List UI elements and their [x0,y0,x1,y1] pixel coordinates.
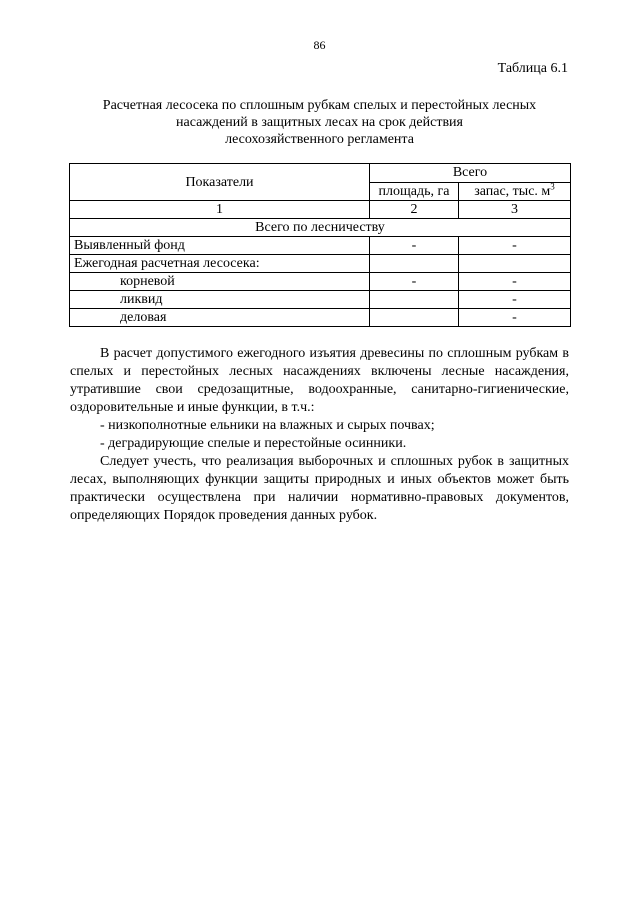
row-area [370,291,459,309]
row-label: ликвид [70,291,370,309]
row-label: корневой [70,273,370,291]
body-text [70,345,569,525]
table-row [70,237,571,255]
title-line-2: насаждений в защитных лесах на срок действия [175,115,463,130]
row-stock [459,255,571,273]
page-number: 86 [313,38,326,52]
title-line-1: Расчетная лесосека по сплошным рубкам спелых и перестойных лесных [102,98,537,113]
table-row [70,309,571,327]
table-row [70,273,571,291]
header-stock-text: запас, тыс. м [474,183,551,199]
header-stock [459,182,571,201]
section-row [70,219,571,237]
header-stock-sup: 3 [550,181,555,192]
row-stock: - [459,237,571,255]
col-number-3: 3 [459,201,571,219]
header-total: Всего [370,164,571,183]
list-item-1: - низкополнотные ельники на влажных и сырых почвах; [100,418,435,433]
paragraph-2: Следует учесть, что реализация выборочных и сплошных рубок в защитных лесах, выполняющих функции защиты природных и иных объектов может быть практически осуществлена при наличии нормативно-правовых документов, определяющих Порядок проведения данных рубок. [70,454,569,523]
table-row [70,291,571,309]
table-label: Таблица 6.1 [497,61,568,76]
row-label: деловая [70,309,370,327]
header-area: площадь, га [370,182,459,201]
row-stock: - [459,291,571,309]
forest-cutting-table [69,163,571,327]
row-area: - [370,273,459,291]
row-area [370,255,459,273]
paragraph-1: В расчет допустимого ежегодного изъятия древесины по сплошным рубкам в спелых и перестойных лесных насаждениях включены лесные насаждения, утратившие свои средозащитные, водоохранные, санитарно-гигиенические, оздоровительные и иные функции, в т.ч.: [70,346,569,415]
header-indicators: Показатели [70,164,370,201]
table-title [70,97,569,148]
row-area: - [370,237,459,255]
row-label: Выявленный фонд [70,237,370,255]
table-row [70,255,571,273]
list-item-2: - деградирующие спелые и перестойные осинники. [100,436,407,451]
table-header-row [70,164,571,183]
row-stock: - [459,309,571,327]
row-stock: - [459,273,571,291]
title-line-3: лесохозяйственного регламента [225,132,414,147]
col-number-1: 1 [70,201,370,219]
col-number-2: 2 [370,201,459,219]
row-label: Ежегодная расчетная лесосека: [70,255,370,273]
row-area [370,309,459,327]
section-label: Всего по лесничеству [70,219,571,237]
column-number-row [70,201,571,219]
